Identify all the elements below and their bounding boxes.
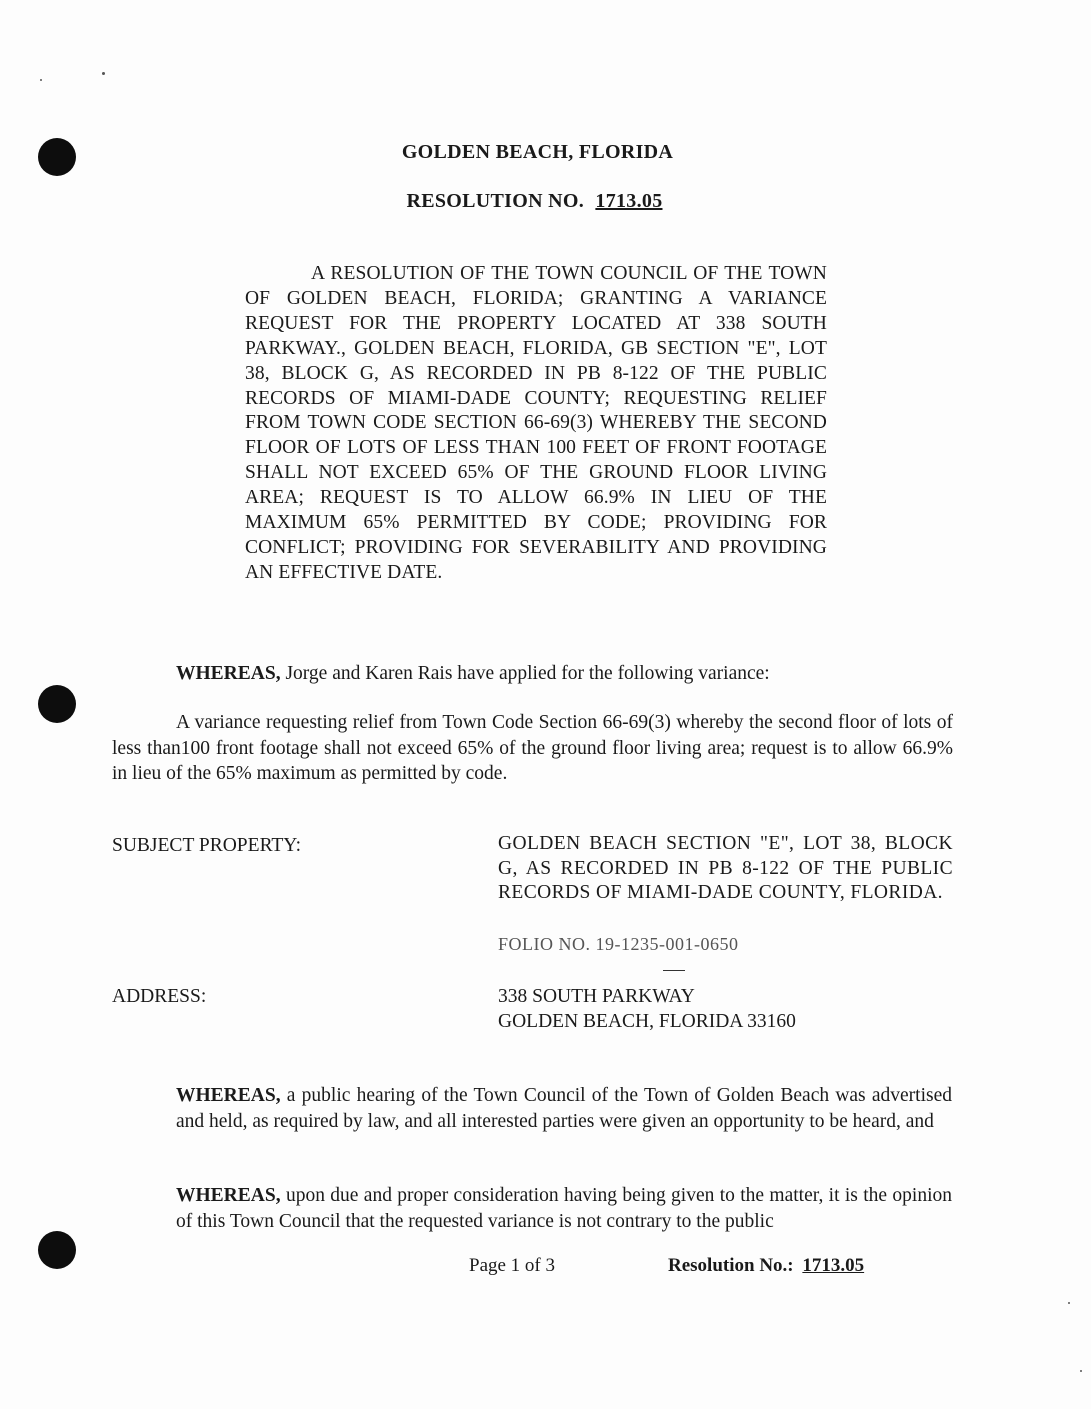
resolution-heading [0,190,1075,213]
variance-description-text: A variance requesting relief from Town Code Section 66-69(3) whereby the second floor of lots of less than100 front footage shall not exceed 65% of the ground floor living area; request is to allow 66.9% in lieu of the 65% maximum as permitted by code. [112,712,953,784]
resolution-number: 1713.05 [595,190,663,212]
scan-speck [40,79,42,81]
whereas-text: a public hearing of the Town Council of the Town of Golden Beach was advertised and held, as required by law, and all interested parties were given an opportunity to be heard, and [176,1085,952,1132]
whereas-lead: WHEREAS, [176,1085,281,1106]
municipality-heading [0,141,1075,164]
resolution-title-paragraph: A RESOLUTION OF THE TOWN COUNCIL OF THE TOWN OF GOLDEN BEACH, FLORIDA; GRANTING A VARIANCE REQUEST FOR THE PROPERTY LOCATED AT 338 SOUTH PARKWAY., GOLDEN BEACH, FLORIDA, GB SECTION "E", LOT 38, BLOCK G, AS RECORDED IN PB 8-122 OF THE PUBLIC RECORDS OF MIAMI-DADE COUNTY; REQUESTING RELIEF FROM TOWN CODE SECTION 66-69(3) WHEREBY THE SECOND FLOOR OF LOTS OF LESS THAN 100 FEET OF FRONT FOOTAGE SHALL NOT EXCEED 65% OF THE GROUND FLOOR LIVING AREA; REQUEST IS TO ALLOW 66.9% IN LIEU OF THE MAXIMUM 65% PERMITTED BY CODE; PROVIDING FOR CONFLICT; PROVIDING FOR SEVERABILITY AND PROVIDING AN EFFECTIVE DATE. [245,263,827,583]
handwritten-dash [663,970,685,971]
footer-resolution-number: 1713.05 [802,1255,865,1276]
address-line-2: GOLDEN BEACH, FLORIDA 33160 [498,1011,796,1032]
address-block [498,984,796,1034]
subject-property-label: SUBJECT PROPERTY: [112,835,302,856]
binder-hole-middle [38,685,76,723]
scan-speck [1080,1370,1082,1372]
whereas-lead: WHEREAS, [176,1185,281,1206]
scan-speck [1068,1302,1070,1304]
whereas-text: Jorge and Karen Rais have applied for the following variance: [285,663,770,684]
whereas-public-hearing [176,1083,952,1134]
whereas-text: upon due and proper consideration having being given to the matter, it is the opinion of this Town Council that the requested variance is not contrary to the public [176,1185,952,1232]
binder-hole-bottom [38,1231,76,1269]
footer-resolution-label: Resolution No.: [668,1255,794,1276]
resolution-label: RESOLUTION NO. [406,190,585,212]
whereas-lead: WHEREAS, [176,663,281,684]
address-line-1: 338 SOUTH PARKWAY [498,986,695,1007]
municipality-name: GOLDEN BEACH, FLORIDA [401,141,674,163]
whereas-applicants [176,661,936,687]
variance-description [112,710,953,787]
scan-speck [102,72,105,75]
page-number: Page 1 of 3 [469,1255,556,1276]
address-label: ADDRESS: [112,986,207,1007]
footer-resolution [668,1255,868,1277]
subject-property-legal-description: GOLDEN BEACH SECTION "E", LOT 38, BLOCK G, AS RECORDED IN PB 8-122 OF THE PUBLIC RECORDS OF MIAMI-DADE COUNTY, FLORIDA. [498,833,953,903]
whereas-consideration [176,1183,952,1234]
folio-number: FOLIO NO. 19-1235-001-0650 [498,934,739,954]
